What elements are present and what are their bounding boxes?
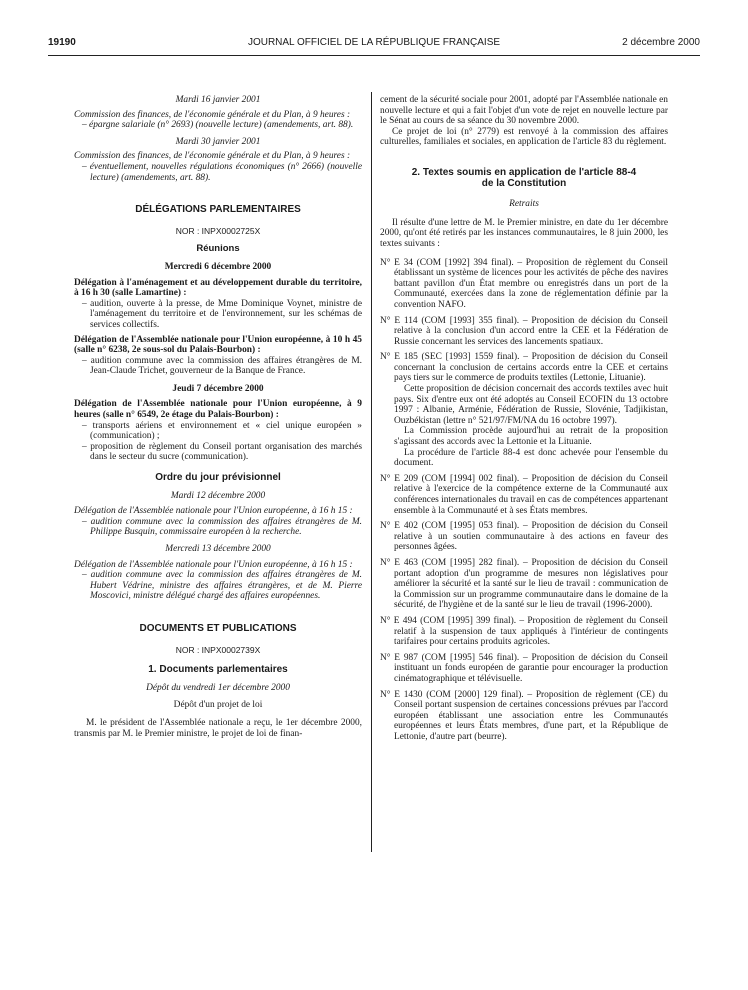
delegation-heading: Délégation de l'Assemblée nationale pour l'Union européenne, à 16 h 15 :: [74, 559, 353, 570]
issue-date: 2 décembre 2000: [622, 37, 700, 48]
journal-title: JOURNAL OFFICIEL DE LA RÉPUBLIQUE FRANÇAISE: [247, 37, 501, 48]
agenda-date: Mardi 30 janvier 2001: [175, 136, 261, 147]
section-title-delegations: DÉLÉGATIONS PARLEMENTAIRES: [135, 204, 301, 216]
document-entry: N° E 494 (COM [1995] 399 final). – Proposition de règlement du Conseil relatif à la suspension de taux appliqués à l'intérieur de contingents tarifaires pour certains produits agricoles.: [380, 615, 668, 648]
agenda-date: Mercredi 13 décembre 2000: [165, 544, 271, 554]
agenda-date: Jeudi 7 décembre 2000: [172, 383, 264, 394]
entry-paragraph: La Commission procède aujourd'hui au retrait de la proposition s'agissant des accords avec la Lettonie et la Lituanie.: [394, 426, 668, 448]
depot-date: Dépôt du vendredi 1er décembre 2000: [146, 682, 290, 693]
delegation-heading: Délégation de l'Assemblée nationale pour l'Union européenne, à 9 heures (salle n° 6549, 2e étage du Palais-Bourbon) :: [74, 399, 362, 421]
agenda-date: Mardi 16 janvier 2001: [175, 95, 261, 105]
document-entry: N° E 463 (COM [1995] 282 final). – Proposition de décision du Conseil portant adoption d'un programme de mesures non législatives pour améliorer la sécurité et la santé sur le lieu de travail : communication de la Commission sur un programme communautaire dans le domaine de la sécurité, de l'hygiène et de la santé sur le lieu de travail (1996-2000).: [380, 557, 668, 611]
commission-heading: Commission des finances, de l'économie générale et du Plan, à 9 heures :: [74, 109, 351, 120]
subsection-retraits: Retraits: [509, 199, 539, 210]
subsection-documents-parlementaires: 1. Documents parlementaires: [148, 664, 288, 676]
section-title-textes-line1: 2. Textes soumis en application de l'article 88-4: [411, 166, 637, 178]
delegation-heading: Délégation de l'Assemblée nationale pour l'Union européenne, à 10 h 45 (salle n° 6238, 2e sous-sol du Palais-Bourbon) :: [74, 334, 362, 356]
commission-heading: Commission des finances, de l'économie générale et du Plan, à 9 heures :: [74, 151, 351, 162]
depot-title: Dépôt d'un projet de loi: [173, 700, 263, 711]
renvoi-text: Ce projet de loi (n° 2779) est renvoyé à la commission des affaires culturelles, familiales et sociales, en application de l'article 83 du règlement.: [380, 126, 668, 148]
document-entry: N° E 114 (COM [1993] 355 final). – Proposition de décision du Conseil relative à la conclusion d'un accord entre la CEE et la Fédération de Russie concernant les services des lancements spatiaux.: [380, 315, 668, 347]
intro-text: Il résulte d'une lettre de M. le Premier ministre, en date du 1er décembre 2000, qu'ont été retirés par les instances communautaires, le 8 juin 2000, les textes suivants :: [380, 217, 668, 249]
page-header: [48, 38, 700, 52]
document-entry: N° E 34 (COM [1992] 394 final). – Proposition de règlement du Conseil établissant un système de licences pour les activités de pêche des navires battant pavillon d'un État membre ou enregistrés dans un port de la Communauté, exercées dans la zone de réglementation définie par la convention NAFO.: [380, 257, 668, 310]
left-column: [74, 95, 362, 739]
header-rule: [48, 55, 700, 56]
depot-text-continued: cement de la sécurité sociale pour 2001, adopté par l'Assemblée nationale en nouvelle lecture et qui a fait l'objet d'un vote de rejet en nouvelle lecture par le Sénat au cours de sa séance du 30 novembre 2000.: [380, 95, 668, 127]
document-entry: N° E 987 (COM [1995] 546 final). – Proposition de décision du Conseil instituant un fonds européen de garantie pour encourager la production cinématographique et télévisuelle.: [380, 652, 668, 684]
agenda-item: – audition commune avec la commission des affaires étrangères de M. Jean-Claude Trichet, gouverneur de la Banque de France.: [82, 355, 362, 377]
agenda-item: – éventuellement, nouvelles régulations économiques (n° 2666) (nouvelle lecture) (amendements, art. 88).: [82, 161, 362, 183]
nor-reference: NOR : INPX0002739X: [175, 644, 261, 655]
column-divider: [371, 92, 372, 852]
agenda-item: – audition, ouverte à la presse, de Mme Dominique Voynet, ministre de l'aménagement du territoire et de l'environnement, sur les schémas de services collectifs.: [82, 298, 362, 330]
delegation-heading: Délégation à l'aménagement et au développement durable du territoire, à 16 h 30 (salle Lamartine) :: [74, 277, 362, 299]
delegation-heading: Délégation de l'Assemblée nationale pour l'Union européenne, à 16 h 15 :: [74, 506, 353, 517]
document-entry: N° E 209 (COM [1994] 002 final). – Proposition de décision du Conseil relative à l'exercice de la compétence externe de la Communauté aux conférences internationales du travail en cas de compétences appartenant ensemble à la Communauté et à ses États membres.: [380, 473, 668, 516]
section-title-textes-line2: de la Constitution: [481, 177, 567, 189]
entry-paragraph: La procédure de l'article 88-4 est donc achevée pour l'ensemble du document.: [394, 447, 668, 469]
entry-paragraph: Cette proposition de décision concernait des accords textiles avec huit pays. Six d'entre eux ont été adoptés au Conseil ECOFIN du 13 octobre 1997 : Albanie, Arménie, Fédération de Russie, Slovénie, Tadjikistan, Ouzbékistan (lettre n° 521/97/FM/NA du 16 octobre 1997).: [394, 384, 668, 426]
agenda-item: – épargne salariale (n° 2693) (nouvelle lecture) (amendements, art. 88).: [82, 120, 354, 131]
document-entry: N° E 402 (COM [1995] 053 final). – Proposition de décision du Conseil relative à un soutien communautaire à des actions en faveur des personnes âgées.: [380, 521, 668, 553]
section-title-documents: DOCUMENTS ET PUBLICATIONS: [139, 622, 297, 634]
page-number: 19190: [48, 37, 76, 48]
right-column: [380, 95, 668, 742]
subsection-ordre-du-jour: Ordre du jour prévisionnel: [155, 472, 281, 484]
agenda-item: – proposition de règlement du Conseil portant organisation des marchés dans le secteur du sucre (communication).: [82, 441, 362, 463]
document-entry: N° E 185 (SEC [1993] 1559 final). – Proposition de décision du Conseil concernant la conclusion de certains accords entre la CEE et certains pays tiers sur le commerce de produits textiles (Lettonie, Lituanie).: [380, 352, 668, 384]
agenda-item: – audition commune avec la commission des affaires étrangères de M. Philippe Busquin, commissaire européen à la recherche.: [82, 516, 362, 538]
agenda-item: – transports aériens et environnement et « ciel unique européen » (communication) ;: [82, 420, 362, 442]
subsection-reunions: Réunions: [196, 243, 240, 255]
document-entry: N° E 1430 (COM [2000] 129 final). – Proposition de règlement (CE) du Conseil portant suspension de certaines concessions prévues par l'accord européen établissant une association entre les Communautés européennes et leurs États membres, d'une part, et la République de Lettonie, d'autre part (beurre).: [380, 689, 668, 742]
depot-text: M. le président de l'Assemblée nationale a reçu, le 1er décembre 2000, transmis par M. le Premier ministre, le projet de loi de finan-: [74, 717, 362, 739]
nor-reference: NOR : INPX0002725X: [175, 225, 261, 236]
agenda-date: Mercredi 6 décembre 2000: [164, 261, 272, 272]
agenda-date: Mardi 12 décembre 2000: [170, 490, 266, 501]
agenda-item: – audition commune avec la commission des affaires étrangères de M. Hubert Védrine, ministre des affaires étrangères, et de M. Pierre Moscovici, ministre délégué chargé des affaires européennes.: [82, 570, 362, 602]
